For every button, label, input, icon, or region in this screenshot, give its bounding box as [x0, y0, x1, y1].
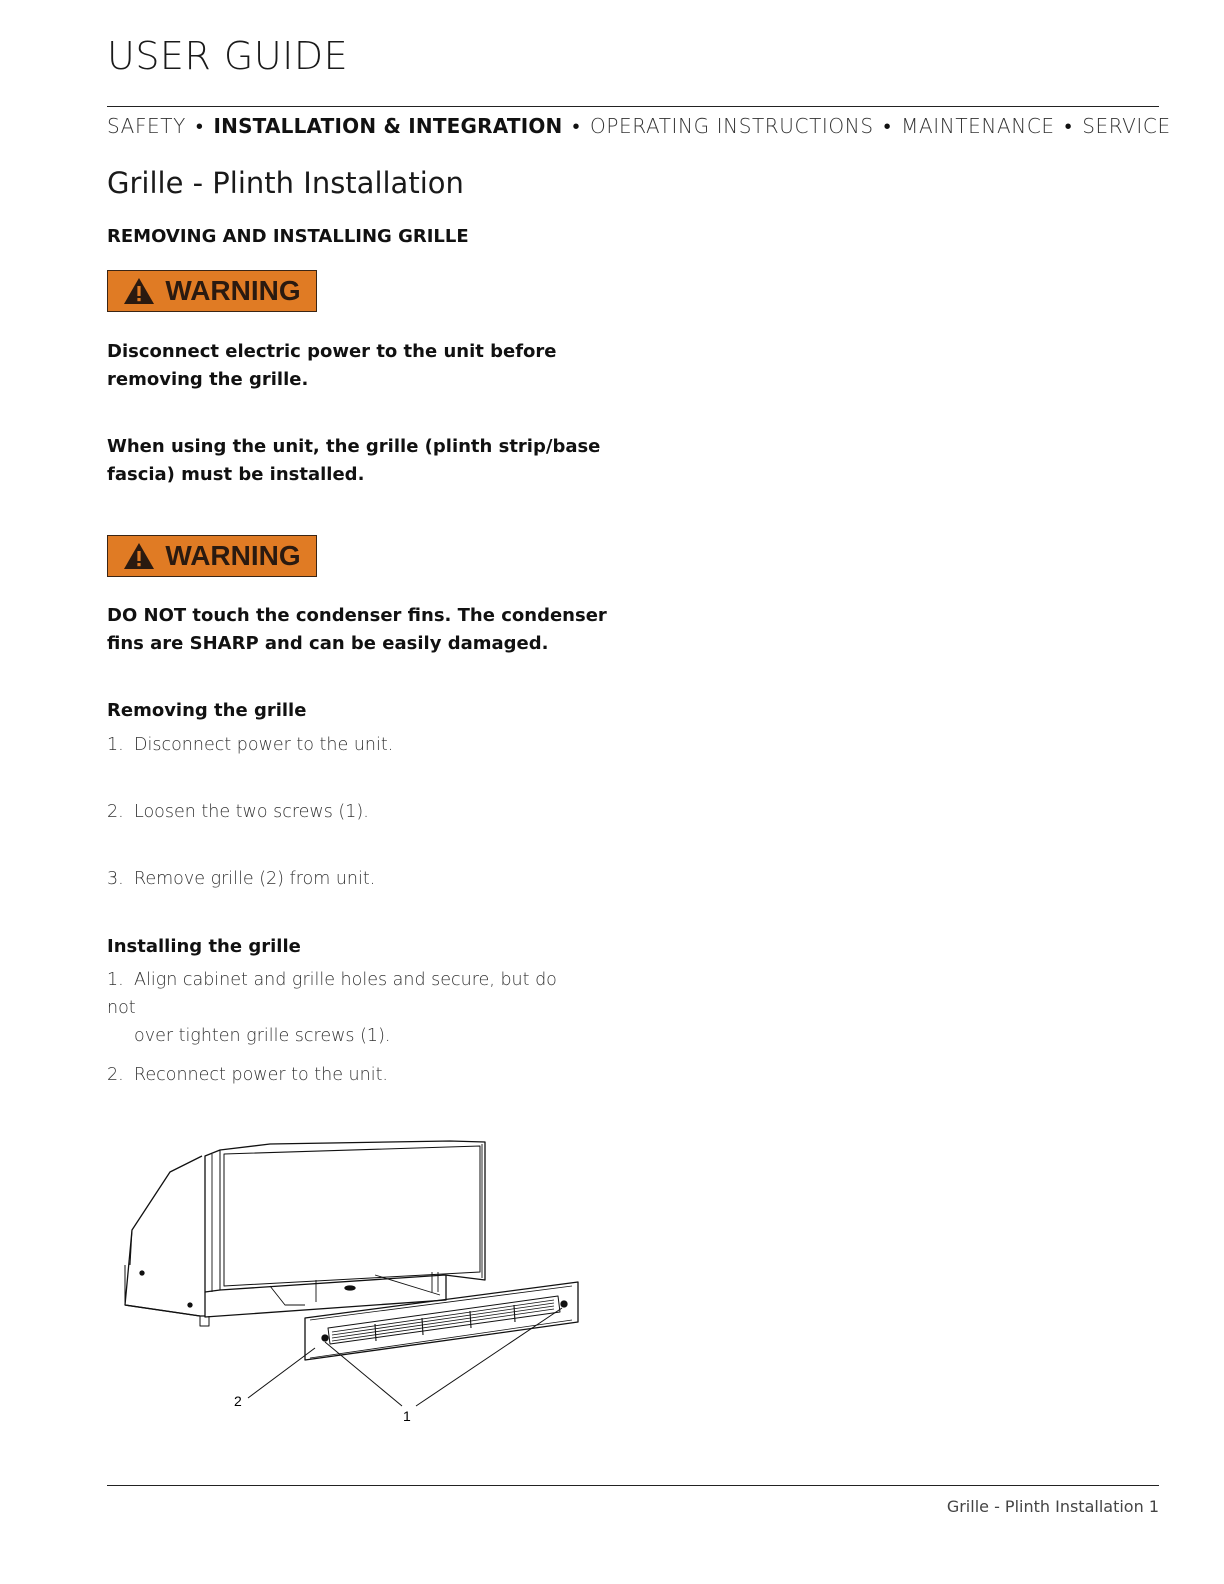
step-text: over tighten grille screws (1).	[134, 1026, 391, 1046]
nav-item-service: SERVICE	[1082, 114, 1171, 138]
warning-line: When using the unit, the grille (plinth strip/base	[107, 436, 601, 457]
warning-text	[107, 433, 607, 489]
step-text: Remove grille (2) from unit.	[134, 869, 376, 889]
footer-page-label: Grille - Plinth Installation 1	[946, 1497, 1159, 1516]
warning-text	[107, 338, 607, 394]
list-item	[107, 966, 587, 1050]
warning-line: fascia) must be installed.	[107, 464, 365, 485]
warning-label: WARNING	[165, 540, 301, 571]
list-item	[107, 865, 587, 893]
callout-label-1: 1	[403, 1408, 411, 1424]
list-item	[107, 798, 587, 826]
installing-heading: Installing the grille	[107, 936, 301, 957]
page-heading: Grille - Plinth Installation	[107, 166, 464, 200]
step-number: 1.	[107, 970, 124, 990]
warning-badge	[107, 535, 317, 577]
nav-separator: •	[195, 114, 204, 138]
header-divider	[107, 106, 1159, 107]
document-title: USER GUIDE	[107, 34, 349, 78]
nav-item-operating: OPERATING INSTRUCTIONS	[590, 114, 874, 138]
step-number: 2.	[107, 1065, 124, 1085]
step-number: 1.	[107, 735, 124, 755]
nav-separator: •	[572, 114, 581, 138]
list-item	[107, 731, 587, 759]
step-number: 2.	[107, 802, 124, 822]
warning-label: WARNING	[165, 275, 301, 306]
step-text: Align cabinet and grille holes and secure, but do not	[107, 970, 557, 1018]
warning-line: Disconnect electric power to the unit before	[107, 341, 557, 362]
footer-divider	[107, 1485, 1159, 1486]
grille-installation-diagram	[110, 1130, 590, 1430]
nav-item-safety: SAFETY	[107, 114, 186, 138]
section-navigation	[107, 114, 1171, 139]
warning-triangle-icon	[123, 277, 155, 305]
nav-separator: •	[883, 114, 892, 138]
warning-triangle-icon	[123, 542, 155, 570]
warning-line: removing the grille.	[107, 369, 309, 390]
step-number: 3.	[107, 869, 124, 889]
list-item	[107, 1061, 587, 1089]
nav-item-installation-active: INSTALLATION & INTEGRATION	[213, 114, 563, 138]
nav-separator: •	[1064, 114, 1073, 138]
nav-item-maintenance: MAINTENANCE	[901, 114, 1055, 138]
callout-label-2: 2	[234, 1393, 242, 1409]
step-text: Disconnect power to the unit.	[134, 735, 394, 755]
warning-badge	[107, 270, 317, 312]
warning-line: DO NOT touch the condenser fins. The condenser	[107, 605, 607, 626]
warning-line: fins are SHARP and can be easily damaged.	[107, 633, 549, 654]
section-heading: REMOVING AND INSTALLING GRILLE	[107, 226, 469, 247]
warning-text	[107, 602, 607, 658]
step-text: Loosen the two screws (1).	[134, 802, 369, 822]
removing-heading: Removing the grille	[107, 700, 307, 721]
step-text: Reconnect power to the unit.	[134, 1065, 388, 1085]
